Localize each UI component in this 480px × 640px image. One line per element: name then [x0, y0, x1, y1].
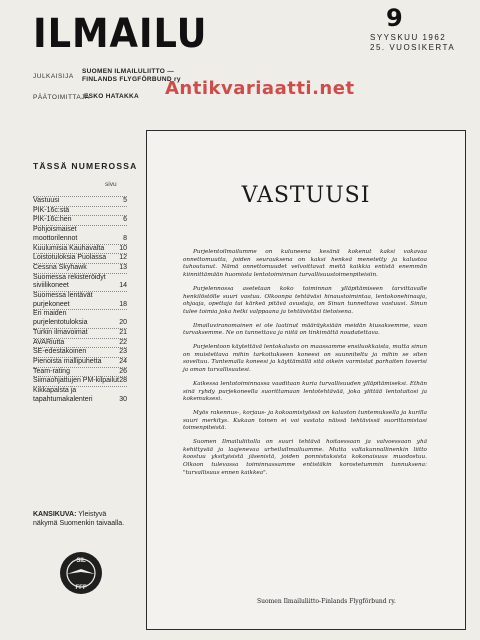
toc-item-title: Vastuusi: [33, 197, 60, 204]
toc-item-page: 30: [119, 395, 127, 403]
toc-item-title: Siimaohjattujen PM-kilpailut: [33, 377, 119, 385]
issue-number: 9: [386, 4, 403, 32]
toc-item-page: 21: [119, 328, 127, 336]
toc-item: [33, 367, 127, 377]
article-signature: Suomen Ilmailuliitto-Finlands Flygförbund ry.: [257, 598, 396, 605]
toc-item: [33, 215, 127, 225]
cover-note: [33, 510, 129, 528]
article-paragraph: Purjelentoon käytettävä lentokalusto on maassamme ensiluokkaista, mutta sinun on muistettava mihin tarkoitukseen koneesi on suunniteltu ja mihin se siten soveltuu. Tuntemalla koneesi ja käyttämällä sitä oikein varmistat parhaiten toverisi ja oman turvallisuutesi.: [183, 344, 427, 374]
article-paragraph: Kaikessa lentotoiminnassa vaaditaan kuria turvallisuuden ylläpitämiseksi. Ethän sinä ryhdy purjekoneella suorittamaan lentotehtävää, joka ylittää lentotaitosi ja kokemuksesi.: [183, 380, 427, 403]
toc-item: [33, 338, 127, 348]
watermark-text: Antikvariaatti.net: [165, 78, 355, 99]
toc-item-page: 28: [119, 377, 127, 385]
publisher-line-1: SUOMEN ILMAILULIITTO —: [82, 68, 175, 75]
toc-item: [33, 386, 127, 404]
toc-item-page: 18: [119, 300, 127, 308]
toc-item-title: PIK-16c:stä: [33, 206, 70, 214]
magazine-title: ILMAILU: [33, 11, 208, 57]
toc-item: [33, 273, 127, 291]
toc-item-page: 6: [123, 216, 127, 224]
editor-label: PÄÄTOIMITTAJA: [33, 94, 90, 101]
toc-item-title: Cessna Skyhawk: [33, 263, 87, 271]
toc-item-title: Pienoista mallipuhetta: [33, 357, 102, 365]
toc-item: [33, 196, 127, 206]
toc-item-title: Eri maiden purjelentotuloksia: [33, 310, 88, 327]
toc-item-title: PIK-16c:hen: [33, 216, 72, 224]
toc-item-title: Kikkapalsta ja tapahtumakalenteri: [33, 387, 93, 403]
article-body: [183, 249, 427, 484]
toc-item: [33, 206, 127, 216]
toc-item: [33, 244, 127, 254]
toc-item-page: 26: [119, 367, 127, 375]
toc-item-page: 13: [119, 263, 127, 271]
toc-item: [33, 291, 127, 309]
toc-item-page: 22: [119, 338, 127, 346]
article-paragraph: Purjelennossa asetetaan koko toiminnan ylläpitämiseen tarvittavalle henkilöstölle suuri vastuu. Olkoonpa tehtäväsi hinaustoimintaa, lentokonehinaaja, ohjaaja, opettaja tai kärkeä pitävä avustaja, on Sinun tunnettava vastuusi. Sinun tulee toimia joka hetki valppaana ja tehtävistäsi tietoisena.: [183, 285, 427, 315]
toc-item-page: 24: [119, 357, 127, 365]
toc-item-page: 8: [123, 234, 127, 242]
publisher-line-2: FINLANDS FLYGFÖRBUND ry: [82, 76, 181, 83]
issue-date: SYYSKUU 1962: [370, 33, 447, 42]
toc-item-title: Suomessa rekisteröidyt siviilikoneet: [33, 273, 106, 290]
article-title: VASTUUSI: [241, 183, 371, 208]
toc-item-title: AVARiutta: [33, 338, 65, 346]
cover-note-label: KANSIKUVA:: [33, 511, 77, 518]
toc-item: [33, 225, 127, 243]
toc-item: [33, 253, 127, 263]
toc-item: [33, 328, 127, 338]
article-paragraph: Myös rakennus-, korjaus- ja kokoamistyössä on kaluston tuntemuksella ja kurilla suuri merkitys. Kukaan toinen ei voi vastata näissä tehtävissä suorittamistasi toimenpiteistä.: [183, 409, 427, 432]
cover-note-text: Yleistyvä näkymä Suomenkin taivaalla.: [33, 511, 125, 527]
toc-item-page: 10: [119, 244, 127, 252]
toc-item: [33, 376, 127, 386]
toc-item-page: 5: [123, 197, 127, 204]
toc-item-title: Pohjoismaiset moottorilennot: [33, 226, 78, 242]
toc-item-page: 23: [119, 348, 127, 356]
toc-item-title: Team-rating: [33, 367, 70, 375]
logo-bottom-text: FFF: [75, 585, 87, 591]
article-paragraph: Purjelentoilmailumme on kuluneena kesänä kokenut kaksi vakavaa onnettomuutta, joiden seurauksena on kaksi henkeä menetetty ja kalustoa tuhoutunut. Nämä onnettomuudet velvoittavat meitä kaikkia entistä enemmän kiinnittämään huomiota lentotoiminnan turvallisuustoimenpiteisiin.: [183, 249, 427, 279]
toc-item-page: 20: [119, 319, 127, 327]
toc-item: [33, 357, 127, 367]
editor-name: ESKO HATAKKA: [84, 93, 139, 100]
logo-top-text: SIL: [76, 558, 86, 564]
toc-item-title: SE-edestakoinen: [33, 348, 87, 356]
publisher-label: JULKAISIJA: [33, 73, 74, 80]
toc-item-page: 12: [119, 254, 127, 262]
toc-item: [33, 263, 127, 273]
issue-volume: 25. VUOSIKERTA: [370, 43, 456, 52]
toc-item: [33, 309, 127, 327]
article-paragraph: Suomen Ilmailuliitolla on suuri tehtävä hoitaessaan ja valvoessaan yhä kehittyvää ja laajenevaa urheiluilmailuamme. Mutta valtakunnallinenkin liitto koostuu yksityisistä jäsenistä, joiden ponnistuksista kokonaisuus muodostuu. Olkoon tulevassa toiminnassamme entistäkin korostetummin tunnuksena: "turvallisuus ennen kaikkea".: [183, 439, 427, 476]
toc-item: [33, 347, 127, 357]
toc-item-title: Turkin ilmavoimat: [33, 328, 88, 336]
table-of-contents: [33, 196, 127, 404]
toc-item-title: Suomessa lentävät purjekoneet: [33, 292, 93, 308]
toc-item-title: Kuulumisia Kauhavalta: [33, 244, 105, 252]
toc-item-page: 14: [119, 282, 127, 290]
editorial-box: [146, 130, 466, 630]
toc-page-label: sivu: [105, 181, 117, 188]
article-paragraph: Ilmailuviranomainen ei ole laatinut määräyksiään meidän kiusaksemme, vaan turvaksemme. Ne on tunnettava ja niitä on tinkimättä noudatettava.: [183, 322, 427, 337]
ilmailuliitto-logo: [58, 550, 104, 596]
toc-heading: TÄSSÄ NUMEROSSA: [33, 161, 138, 171]
toc-item-title: Loistotuloksia Puolassa: [33, 254, 107, 262]
